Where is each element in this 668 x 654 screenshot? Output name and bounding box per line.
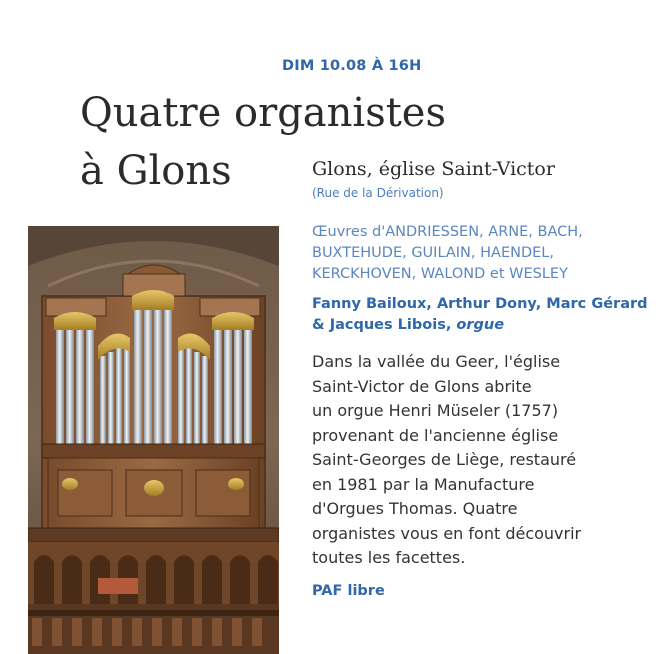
performers [312, 294, 652, 336]
organ-photo [28, 226, 279, 654]
organ-illustration [28, 226, 279, 654]
description-line: toutes les facettes. [312, 548, 466, 567]
works-line: BUXTEHUDE, GUILAIN, HAENDEL, [312, 245, 554, 261]
program-works [312, 222, 652, 285]
works-line: KERCKHOVEN, WALOND et WESLEY [312, 266, 568, 282]
event-description [312, 350, 642, 571]
description-line: un orgue Henri Müseler (1757) [312, 401, 559, 420]
event-title-line-1: Quatre organistes [80, 90, 446, 136]
works-line: Œuvres d'ANDRIESSEN, ARNE, BACH, [312, 224, 583, 240]
description-line: d'Orgues Thomas. Quatre [312, 499, 518, 518]
description-line: provenant de l'ancienne église [312, 425, 559, 445]
event-address: (Rue de la Dérivation) [312, 186, 444, 200]
description-line: Saint-Georges de Liège, restauré [312, 450, 577, 469]
description-line: organistes vous en font découvrir [312, 523, 582, 543]
performers-role: orgue [456, 317, 505, 333]
event-title-line-2: à Glons [80, 148, 232, 194]
performers-names: & Jacques Libois, [312, 317, 452, 333]
event-date: DIM 10.08 À 16H [282, 58, 422, 74]
performers-line [312, 315, 652, 336]
price-label: PAF libre [312, 583, 385, 599]
event-venue: Glons, église Saint-Victor [312, 158, 555, 180]
description-line: Dans la vallée du Geer, l'église [312, 352, 561, 371]
description-line: en 1981 par la Manufacture [312, 474, 535, 494]
performers-line: Fanny Bailoux, Arthur Dony, Marc Gérard [312, 296, 648, 312]
description-line: Saint-Victor de Glons abrite [312, 376, 532, 396]
event-title [80, 84, 446, 200]
